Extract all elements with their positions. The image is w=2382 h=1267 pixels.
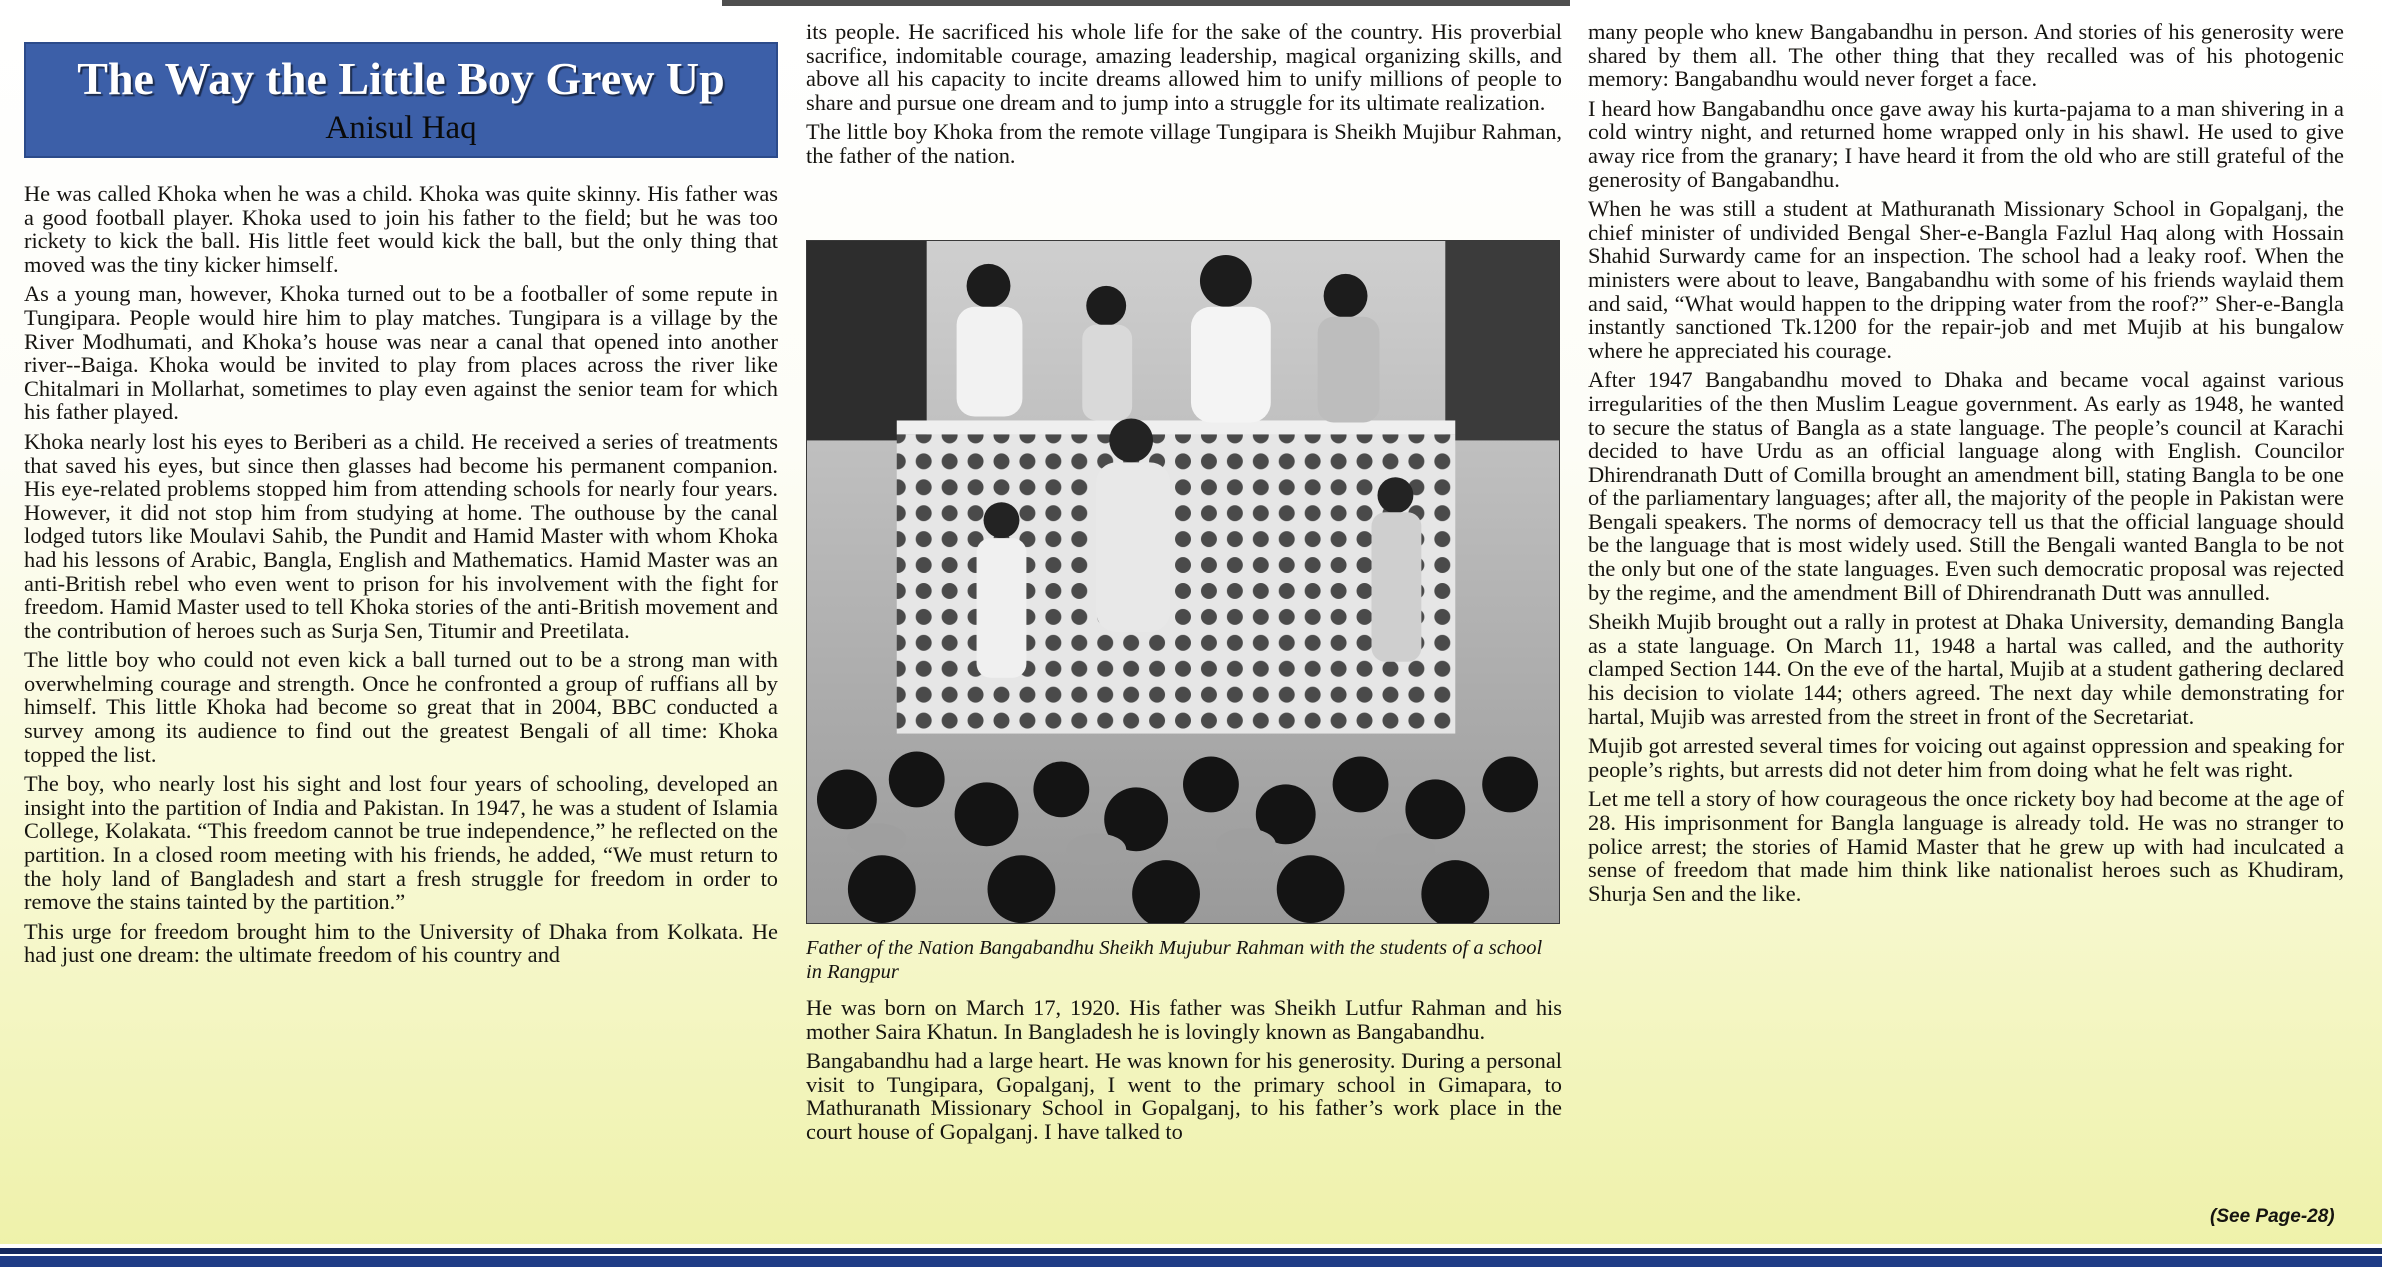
article-author: Anisul Haq [325,110,477,146]
paragraph: Khoka nearly lost his eyes to Beriberi as a child. He received a series of treatments that saved his eyes, but since then glasses had become his permanent companion. His eye-related problems stopped him from attending schools for nearly four years. However, it did not stop him from studying at home. The outhouse by the canal lodged tutors like Moulavi Sahib, the Pundit and Hamid Master with whom Khoka had his lessons of Arabic, Bangla, English and Mathematics. Hamid Master was an anti-British rebel who even went to prison for his involvement with the fight for freedom. Hamid Master used to tell Khoka stories of the anti-British movement and the contribution of heroes such as Surja Sen, Titumir and Preetilata. [24,428,778,643]
paragraph: As a young man, however, Khoka turned out to be a footballer of some repute in Tungipara. People would hire him to play matches. Tungipara is a village by the River Modhumati, and Khoka’s house was near a canal that opened into another river--Baiga. Khoka would be invited to play from places across the river like Chitalmari in Mollarhat, sometimes to play even against the senior team for which his father played. [24,281,778,425]
top-rule [722,0,1570,6]
column-2-bottom [806,996,1562,1150]
paragraph: He was born on March 17, 1920. His father was Sheikh Lutfur Rahman and his mother Saira Khatun. In Bangladesh he is lovingly known as Bangabandhu. [806,995,1562,1044]
photo-caption: Father of the Nation Bangabandhu Sheikh Mujubur Rahman with the students of a school in Rangpur [806,937,1543,983]
paragraph: When he was still a student at Mathuranath Missionary School in Gopalganj, the chief minister of undivided Bengal Sher-e-Bangla Fazlul Haq along with Hossain Shahid Surwardy came for an inspection. The school had a leaky roof. When the ministers were about to leave, Bangabandhu with some of his friends waylaid them and said, “What would happen to the dripping water from the roof?” Sher-e-Bangla instantly sanctioned Tk.1200 for the repair-job and met Mujib at his bungalow where he appreciated his courage. [1588,196,2344,363]
paragraph: Let me tell a story of how courageous the once rickety boy had become at the age of 28. His imprisonment for Bangla language is already told. He was no stranger to police arrest; the stories of Hamid Master that he grew up with had inculcated a sense of freedom that made him think like nationalist heroes such as Khudiram, Shurja Sen and the like. [1588,786,2344,906]
paragraph: Sheikh Mujib brought out a rally in protest at Dhaka University, demanding Bangla as a state language. On March 11, 1948 a hartal was called, and the authority clamped Section 144. On the eve of the hartal, Mujib at a student gathering declared his decision to violate 144; others agreed. The next day while demonstrating for hartal, Mujib was arrested from the street in front of the Secretariat. [1588,609,2344,729]
title-box [24,42,778,158]
paragraph: Mujib got arrested several times for voicing out against oppression and speaking for people’s rights, but arrests did not deter him from doing what he felt was right. [1588,733,2344,782]
column-1 [24,182,778,973]
paragraph: its people. He sacrificed his whole life for the sake of the country. His proverbial sacrifice, indomitable courage, amazing leadership, magical organizing skills, and above all his capacity to incite dreams allowed him to unify millions of people to share and pursue one dream and to jump into a struggle for its ultimate realization. [806,19,1562,115]
article-title: The Way the Little Boy Grew Up [77,53,725,104]
paragraph: After 1947 Bangabandhu moved to Dhaka and became vocal against various irregularities of the then Muslim League government. As early as 1948, he wanted to secure the status of Bangla as a state language. The people’s council at Karachi decided to have Urdu as an official language along with English. Councilor Dhirendranath Dutt of Comilla brought an amendment bill, stating Bangla to be one of the parliamentary languages; after all, the majority of the people in Pakistan were Bengali speakers. The norms of democracy tell us that the official language should be the language that is most widely used. Still the Bengali wanted Bangla to be not the only but one of the state languages. Even such democratic proposal was rejected by the regime, and the amendment Bill of Dhirendranath Dutt was annulled. [1588,367,2344,605]
column-2-top [806,20,1562,174]
paragraph: He was called Khoka when he was a child. Khoka was quite skinny. His father was a good football player. Khoka used to join his father to the field; but he was too rickety to kick the ball. His little feet would kick the ball, but the only thing that moved was the tiny kicker himself. [24,181,778,277]
paragraph: This urge for freedom brought him to the University of Dhaka from Kolkata. He had just one dream: the ultimate freedom of his country and [24,918,778,968]
continuation-note: (See Page-28) [2210,1206,2335,1227]
bottom-band [0,1244,2382,1267]
paragraph: The little boy who could not even kick a ball turned out to be a strong man with overwhelming courage and strength. Once he confronted a group of ruffians all by himself. This little Khoka had become so great that in 2004, BBC conducted a survey among its audience to find out the greatest Bengali of all time: Khoka topped the list. [24,647,778,767]
paragraph: many people who knew Bangabandhu in person. And stories of his generosity were shared by them all. The other thing that they recalled was of his photogenic memory: Bangabandhu would never forget a face. [1588,19,2344,92]
paragraph: I heard how Bangabandhu once gave away his kurta-pajama to a man shivering in a cold wintry night, and returned home wrapped only in his shawl. He used to give away rice from the granary; I have heard it from the old who are still grateful of the generosity of Bangabandhu. [1588,95,2344,192]
column-3 [1588,20,2344,911]
paragraph: The little boy Khoka from the remote village Tungipara is Sheikh Mujibur Rahman, the father of the nation. [806,119,1562,168]
historical-photo [806,240,1560,924]
paragraph: Bangabandhu had a large heart. He was known for his generosity. During a personal visit to Tungipara, Gopalganj, I went to the primary school in Gimapara, to Mathuranath Missionary School in Gopalganj, to his father’s work place in the court house of Gopalganj. I have talked to [806,1048,1562,1144]
photo-illustration [807,241,1559,923]
paragraph: The boy, who nearly lost his sight and lost four years of schooling, developed an insight into the partition of India and Pakistan. In 1947, he was a student of Islamia College, Kolakata. “This freedom cannot be true independence,” he reflected on the partition. In a closed room meeting with his friends, he added, “We must return to the holy land of Bangladesh and start a fresh struggle for freedom in order to remove the stains tainted by the partition.” [24,771,778,915]
